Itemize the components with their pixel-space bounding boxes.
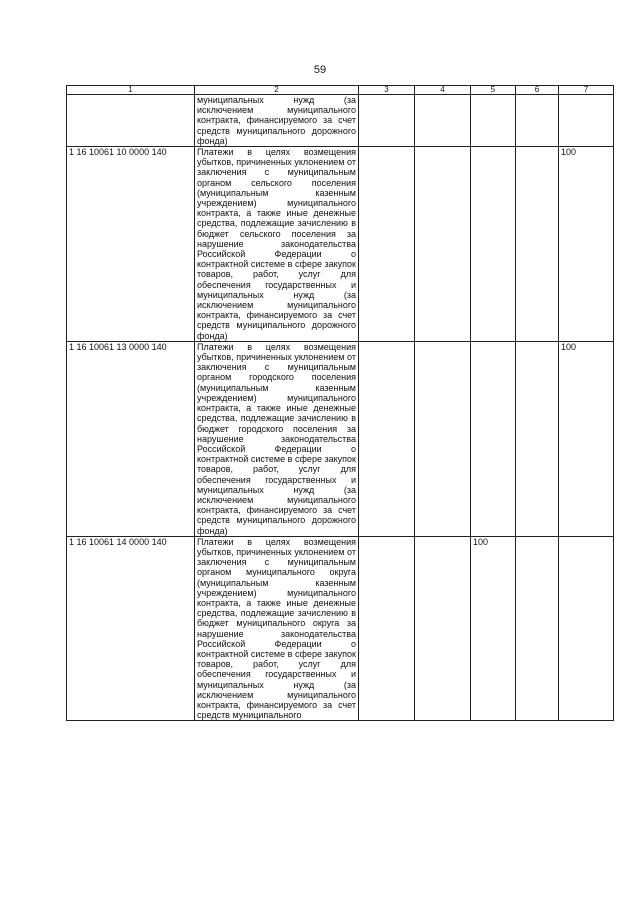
row-code: 1 16 10061 14 0000 140 xyxy=(67,536,195,721)
row-col6 xyxy=(516,341,559,536)
row-col7 xyxy=(559,536,614,721)
row-col4 xyxy=(415,341,471,536)
page-number: 59 xyxy=(313,64,327,76)
row-col4 xyxy=(415,536,471,721)
row-col5: 100 xyxy=(471,536,516,721)
revenue-code-table xyxy=(66,85,614,721)
row-description: Платежи в целях возмещения убытков, причиненных уклонением от заключения с муниципальным органом сельского поселения (муниципальным казенным учреждением) муниципального контракта, а также иные денежные средства, подлежащие зачислению в бюджет сельского поселения за нарушение законодательства Российской Федерации о контрактной системе в сфере закупок товаров, работ, услуг для обеспечения государственных и муниципальных нужд (за исключением муниципального контракта, финансируемого за счет средств муниципального дорожного фонда) xyxy=(195,147,359,342)
table-row xyxy=(67,95,614,147)
row-code xyxy=(67,95,195,147)
row-col6 xyxy=(516,95,559,147)
column-header: 7 xyxy=(559,86,614,95)
column-header: 3 xyxy=(359,86,415,95)
row-col3 xyxy=(359,147,415,342)
row-col4 xyxy=(415,95,471,147)
row-col3 xyxy=(359,95,415,147)
row-col7: 100 xyxy=(559,341,614,536)
table-row xyxy=(67,536,614,721)
row-col7: 100 xyxy=(559,147,614,342)
row-col5 xyxy=(471,95,516,147)
row-col3 xyxy=(359,341,415,536)
row-col3 xyxy=(359,536,415,721)
row-description: муниципальных нужд (за исключением муниципального контракта, финансируемого за счет средств муниципального дорожного фонда) xyxy=(195,95,359,147)
column-header: 2 xyxy=(195,86,359,95)
row-description: Платежи в целях возмещения убытков, причиненных уклонением от заключения с муниципальным органом муниципального округа (муниципальным казенным учреждением) муниципального контракта, а также иные денежные средства, подлежащие зачислению в бюджет муниципального округа за нарушение законодательства Российской Федерации о контрактной системе в сфере закупок товаров, работ, услуг для обеспечения государственных и муниципальных нужд (за исключением муниципального контракта, финансируемого за счет средств муниципального xyxy=(195,536,359,721)
row-col4 xyxy=(415,147,471,342)
column-header: 4 xyxy=(415,86,471,95)
column-header: 6 xyxy=(516,86,559,95)
row-code: 1 16 10061 10 0000 140 xyxy=(67,147,195,342)
row-description: Платежи в целях возмещения убытков, причиненных уклонением от заключения с муниципальным органом городского поселения (муниципальным казенным учреждением) муниципального контракта, а также иные денежные средства, подлежащие зачислению в бюджет городского поселения за нарушение законодательства Российской Федерации о контрактной системе в сфере закупок товаров, работ, услуг для обеспечения государственных и муниципальных нужд (за исключением муниципального контракта, финансируемого за счет средств муниципального дорожного фонда) xyxy=(195,341,359,536)
row-code: 1 16 10061 13 0000 140 xyxy=(67,341,195,536)
row-col5 xyxy=(471,147,516,342)
table-row xyxy=(67,147,614,342)
column-header: 5 xyxy=(471,86,516,95)
row-col6 xyxy=(516,536,559,721)
table-header-row xyxy=(67,86,614,95)
row-col5 xyxy=(471,341,516,536)
row-col6 xyxy=(516,147,559,342)
row-col7 xyxy=(559,95,614,147)
table-row xyxy=(67,341,614,536)
column-header: 1 xyxy=(67,86,195,95)
